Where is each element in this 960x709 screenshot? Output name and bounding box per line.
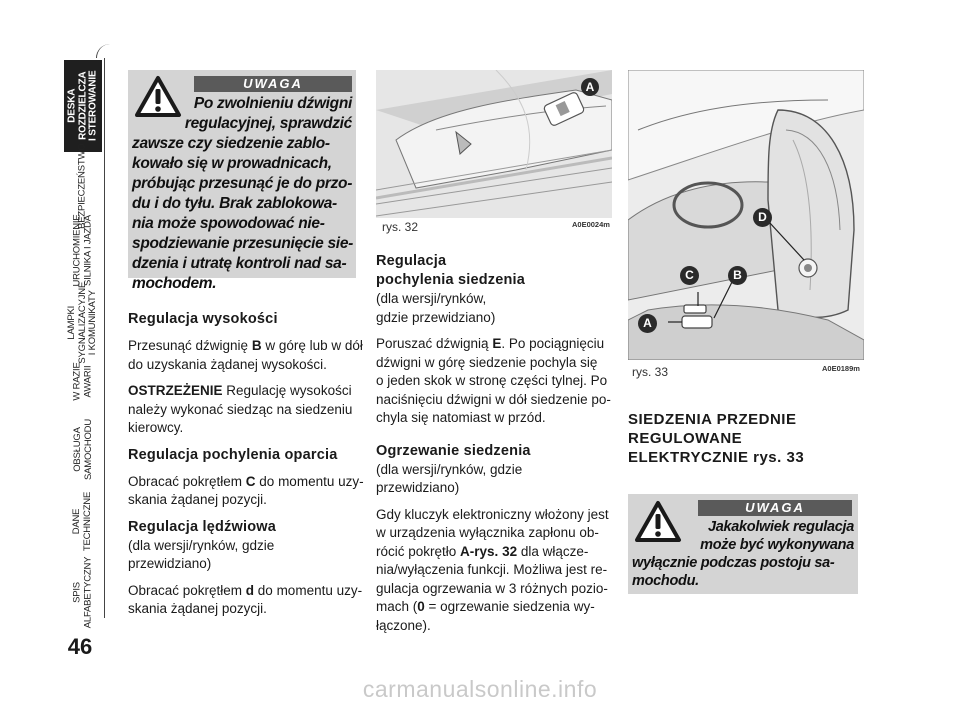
paragraph-line: Obracać pokrętłem C do momentu uzy-: [128, 473, 364, 489]
paragraph-line: nia/wyłączenia funkcji. Możliwa jest re-: [376, 562, 608, 577]
warning-box-seat-lock: [128, 70, 356, 292]
warning-line: Jakakolwiek regulacja: [707, 519, 854, 535]
paragraph-line: łączone).: [376, 617, 431, 633]
figure-32-image: [376, 70, 612, 218]
nav-tab-label: URUCHOMIENIE SILNIKA I JAZDA: [71, 213, 93, 287]
paragraph-line: należy wykonać siedząc na siedzeniu: [128, 401, 353, 417]
caution-label: OSTRZEŻENIE: [128, 383, 223, 398]
warning-line: regulacyjnej, sprawdzić: [184, 115, 352, 132]
section-title-line: SIEDZENIA PRZEDNIE: [628, 411, 797, 428]
callout-marker-d: D: [753, 208, 772, 227]
paragraph-line: Obracać pokrętłem d do momentu uzy-: [128, 582, 363, 598]
paragraph-line: OSTRZEŻENIE Regulację wysokości: [128, 383, 352, 398]
nav-tab-dane-techniczne[interactable]: [64, 484, 102, 558]
paragraph-line: naciśnięciu dźwigni w dół siedzenie po-: [376, 391, 611, 407]
heading-backrest: Regulacja pochylenia oparcia: [128, 446, 338, 463]
heading-seat-tilt: Regulacja: [376, 253, 447, 269]
figure-33-code: A0E0189m: [822, 364, 860, 373]
nav-tab-label: DESKA ROZDZIELCZA I STEROWANIE: [66, 70, 99, 142]
car-interior-illustration: [628, 70, 864, 360]
warning-tag: UWAGA: [194, 76, 352, 92]
paragraph-line: skania żądanej pozycji.: [128, 492, 267, 507]
site-watermark: carmanualsonline.info: [362, 676, 598, 702]
heading-seat-heating: Ogrzewanie siedzenia: [376, 442, 531, 459]
warning-line: dzenia i utratę kontroli nad sa-: [132, 255, 347, 272]
warning-line: próbując przesunąć je do przo-: [132, 175, 353, 192]
paragraph-line: dźwigni w górę siedzenie pochyla się: [376, 354, 598, 370]
warning-line: spodziewanie przesunięcie sie-: [132, 235, 353, 252]
paragraph-line: kierowcy.: [128, 420, 184, 435]
section-title-line: REGULOWANE: [628, 430, 743, 447]
warning-line: zawsze czy siedzenie zablo-: [132, 135, 330, 152]
column-2: [376, 252, 612, 635]
paragraph-line: mach (0 = ogrzewanie siedzenia wy-: [376, 599, 595, 614]
warning-text: [632, 518, 854, 590]
figure-32-caption: rys. 32: [382, 220, 419, 234]
figure-32-code: A0E0024m: [572, 220, 610, 229]
callout-marker-a: A: [581, 78, 599, 96]
warning-line: wyłącznie podczas postoju sa-: [632, 555, 835, 571]
chapter-nav: [0, 0, 110, 709]
nav-tab-label: SPIS ALFABETYCZNY: [71, 556, 94, 628]
section-title-electric-seats: [628, 410, 804, 467]
nav-tab-label: LAMPKI SYGNALIZACYJNE I KOMUNIKATY: [66, 282, 99, 364]
subheading-line: (dla wersji/rynków, gdzie: [376, 461, 523, 477]
warning-text: [132, 94, 352, 294]
section-title-line: ELEKTRYCZNIE rys. 33: [628, 449, 805, 466]
warning-line: Po zwolnieniu dźwigni: [193, 95, 352, 112]
warning-line: du i do tyłu. Brak zablokowa-: [132, 195, 337, 212]
paragraph-line: Poruszać dźwignią E. Po pociągnięciu: [376, 336, 605, 351]
nav-tab-deska-rozdzielcza[interactable]: [64, 60, 102, 152]
subheading-line: przewidziano): [376, 480, 460, 495]
paragraph-line: gulacja ogrzewania w 3 różnych pozio-: [376, 580, 608, 596]
figure-33-image: [628, 70, 864, 360]
nav-tab-label: OBSŁUGA SAMOCHODU: [71, 418, 94, 480]
figure-33-caption: rys. 33: [632, 365, 669, 379]
subheading-line: (dla wersji/rynków, gdzie: [128, 537, 275, 553]
nav-tab-w-razie-awarii[interactable]: [64, 350, 102, 412]
nav-tab-label: BEZPIECZEŃSTWO: [76, 143, 88, 229]
callout-marker-c: C: [680, 266, 699, 285]
callout-marker-b: B: [728, 266, 747, 285]
heading-height-adjustment: Regulacja wysokości: [128, 311, 278, 327]
callout-marker-a: A: [638, 314, 657, 333]
paragraph-line: rócić pokrętło A-rys. 32 dla włącze-: [376, 543, 589, 559]
seat-side-illustration: [376, 70, 612, 218]
warning-line: kowało się w prowadnicach,: [132, 155, 332, 172]
heading-seat-tilt: pochylenia siedzenia: [376, 272, 526, 288]
paragraph-line: skania żądanej pozycji.: [128, 601, 267, 616]
nav-curve: [96, 44, 111, 58]
nav-tab-uruchomienie[interactable]: [64, 210, 102, 290]
heading-lumbar: Regulacja lędźwiowa: [128, 518, 277, 535]
paragraph-line: Przesunąć dźwignię B w górę lub w dół: [128, 338, 363, 353]
warning-line: mochodem.: [132, 275, 217, 292]
nav-divider: [104, 58, 105, 618]
column-1: [128, 310, 364, 619]
paragraph-line: o jeden skok w stronę części tylnej. Po: [376, 373, 608, 388]
paragraph-line: do uzyskania żądanej wysokości.: [128, 356, 327, 372]
nav-tab-label: W RAZIE AWARII: [71, 361, 93, 401]
subheading-line: przewidziano): [128, 556, 212, 571]
subheading-line: (dla wersji/rynków,: [376, 291, 487, 306]
nav-tab-obsluga[interactable]: [64, 412, 102, 486]
warning-line: mochodu.: [632, 573, 699, 589]
warning-tag: UWAGA: [698, 500, 852, 516]
subheading-line: gdzie przewidziano): [376, 309, 496, 325]
warning-box-stationary: [628, 494, 858, 594]
nav-tab-label: DANE TECHNICZNE: [71, 491, 94, 551]
page-number: 46: [67, 634, 93, 659]
paragraph-line: Gdy kluczyk elektroniczny włożony jest: [376, 506, 609, 522]
nav-tab-spis-alfabetyczny[interactable]: [64, 554, 102, 630]
warning-line: nia może spowodować nie-: [132, 215, 325, 232]
warning-line: może być wykonywana: [700, 537, 854, 553]
paragraph-line: w urządzenia wyłącznika zapłonu ob-: [376, 525, 599, 540]
paragraph-line: chyla się natomiast w przód.: [376, 410, 546, 425]
